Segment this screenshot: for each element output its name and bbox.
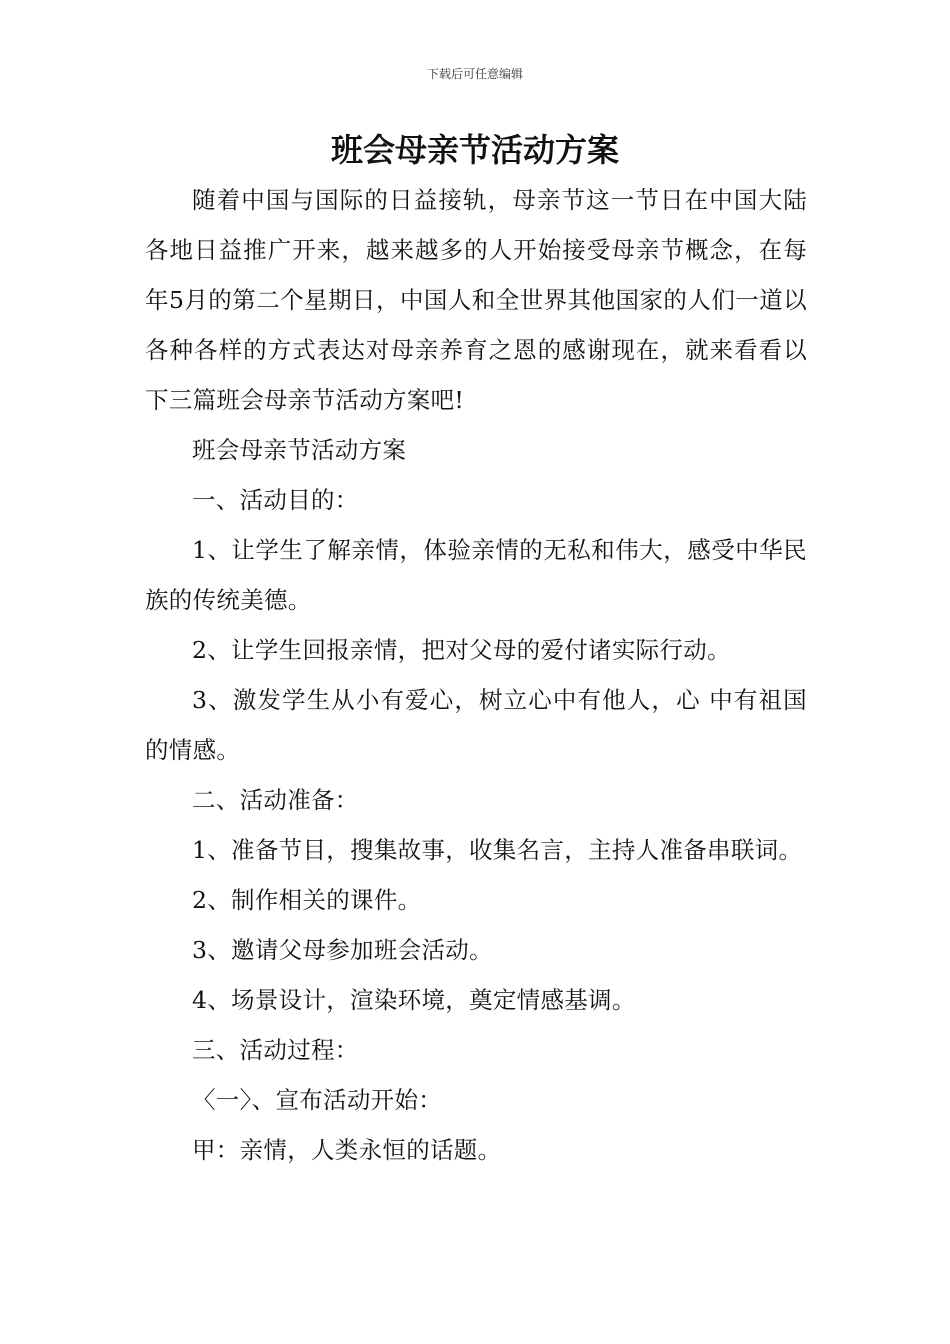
- preparation-item-1: 1、准备节目，搜集故事，收集名言，主持人准备串联词。: [192, 836, 803, 864]
- dialogue-line-1: 甲：亲情，人类永恒的话题。: [192, 1136, 502, 1164]
- process-step-1: 〈一〉、宣布活动开始：: [192, 1086, 443, 1114]
- document-title: 班会母亲节活动方案: [330, 131, 619, 169]
- subtitle-paragraph: 班会母亲节活动方案: [192, 436, 407, 464]
- preparation-item-4: 4、场景设计，渲染环境，奠定情感基调。: [192, 986, 636, 1014]
- section-heading-goals: 一、活动目的：: [192, 486, 359, 514]
- intro-paragraph: 随着中国与国际的日益接轨，母亲节这一节日在中国大陆各地日益推广开来，越来越多的人开始接受母亲节概念，在每年5月的第二个星期日，中国人和全世界其他国家的人们一道以各种各样的方式表达对母亲养育之恩的感谢现在，就来看看以下三篇班会母亲节活动方案吧!: [145, 186, 807, 414]
- goal-item-1: 1、让学生了解亲情，体验亲情的无私和伟大，感受中华民族的传统美德。: [145, 536, 807, 614]
- goal-item-2: 2、让学生回报亲情，把对父母的爱付诸实际行动。: [192, 636, 731, 664]
- page-header: 下载后可任意编辑: [426, 67, 523, 81]
- document-body: [145, 175, 807, 1175]
- section-heading-process: 三、活动过程：: [192, 1036, 359, 1064]
- goal-item-3: 3、激发学生从小有爱心，树立心中有他人，心 中有祖国的情感。: [145, 686, 807, 764]
- section-heading-preparation: 二、活动准备：: [192, 786, 359, 814]
- preparation-item-3: 3、邀请父母参加班会活动。: [192, 936, 493, 964]
- preparation-item-2: 2、制作相关的课件。: [192, 886, 422, 914]
